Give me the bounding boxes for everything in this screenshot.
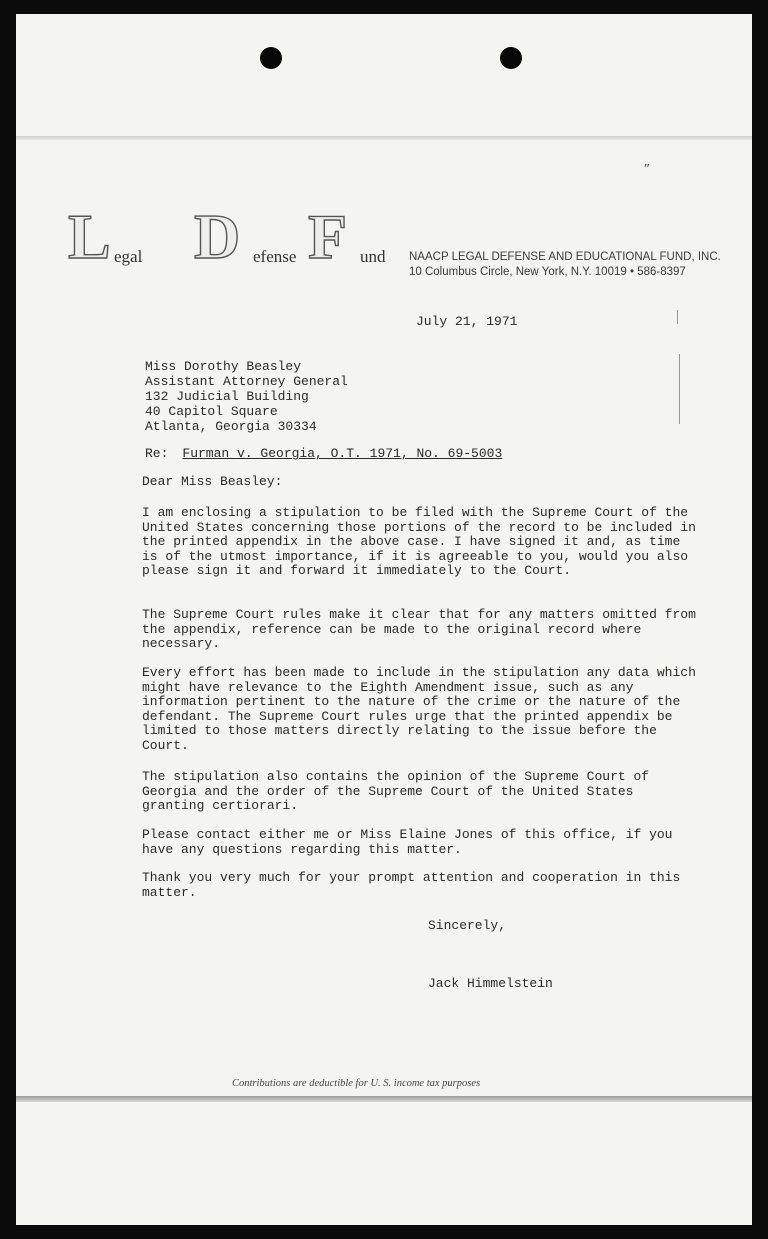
punch-hole <box>260 47 282 69</box>
footer-note: Contributions are deductible for U. S. income tax purposes <box>232 1078 481 1089</box>
logo-letter-d: D <box>194 201 241 272</box>
logo-word-defense: efense <box>253 247 297 266</box>
logo-letter-l: L <box>68 201 111 272</box>
body-paragraph: The stipulation also contains the opinion of the Supreme Court of Georgia and the order of the Supreme Court of the United States granting certiorari. <box>142 769 650 814</box>
margin-mark <box>677 310 678 324</box>
salutation: Dear Miss Beasley: <box>142 474 283 489</box>
recipient-line: 40 Capitol Square <box>145 404 278 419</box>
org-name: NAACP LEGAL DEFENSE AND EDUCATIONAL FUND, INC. <box>409 251 721 263</box>
body-paragraph: Thank you very much for your prompt attention and cooperation in this matter. <box>142 870 681 900</box>
recipient-line: Atlanta, Georgia 30334 <box>145 419 317 434</box>
closing: Sincerely, <box>428 918 507 933</box>
logo-word-fund: und <box>360 247 386 266</box>
letter-date: July 21, 1971 <box>416 314 518 329</box>
recipient-line: Miss Dorothy Beasley <box>145 359 302 374</box>
body-paragraph: Every effort has been made to include in the stipulation any data which might have relevance to the Eighth Amendment issue, such as any information pertinent to the nature of the crime or the nature of the defendant. The Supreme Court rules urge that the printed appendix be limited to those matters directly relating to the issue before the Court. <box>142 665 696 753</box>
body-paragraph: The Supreme Court rules make it clear that for any matters omitted from the appendix, reference can be made to the original record where necessary. <box>142 607 696 652</box>
letter-sheet <box>16 14 752 1225</box>
stray-mark: ″ <box>644 162 650 177</box>
ldf-logo <box>68 201 398 272</box>
page-fold <box>16 136 752 140</box>
body-paragraph: I am enclosing a stipulation to be filed with the Supreme Court of the United States concerning those portions of the record to be included in the printed appendix in the above case. I have signed it and, as time is of the utmost importance, if it is agreeable to you, would you also please sign it and forward it immediately to the Court. <box>142 505 696 579</box>
body-paragraph: Please contact either me or Miss Elaine Jones of this office, if you have any questions regarding this matter. <box>142 827 673 857</box>
re-label: Re: <box>145 446 169 461</box>
page-fold <box>16 1096 752 1102</box>
signature-name: Jack Himmelstein <box>428 976 553 991</box>
recipient-line: Assistant Attorney General <box>145 374 348 389</box>
logo-letter-f: F <box>308 201 348 272</box>
org-address: 10 Columbus Circle, New York, N.Y. 10019 • 586-8397 <box>409 266 686 278</box>
recipient-address <box>145 359 348 434</box>
re-line <box>145 446 502 461</box>
logo-word-legal: egal <box>114 247 143 266</box>
org-info <box>409 250 721 280</box>
punch-hole <box>500 47 522 69</box>
re-case: Furman v. Georgia, O.T. 1971, No. 69-5003 <box>182 446 503 461</box>
recipient-line: 132 Judicial Building <box>145 389 309 404</box>
margin-mark <box>679 354 680 424</box>
